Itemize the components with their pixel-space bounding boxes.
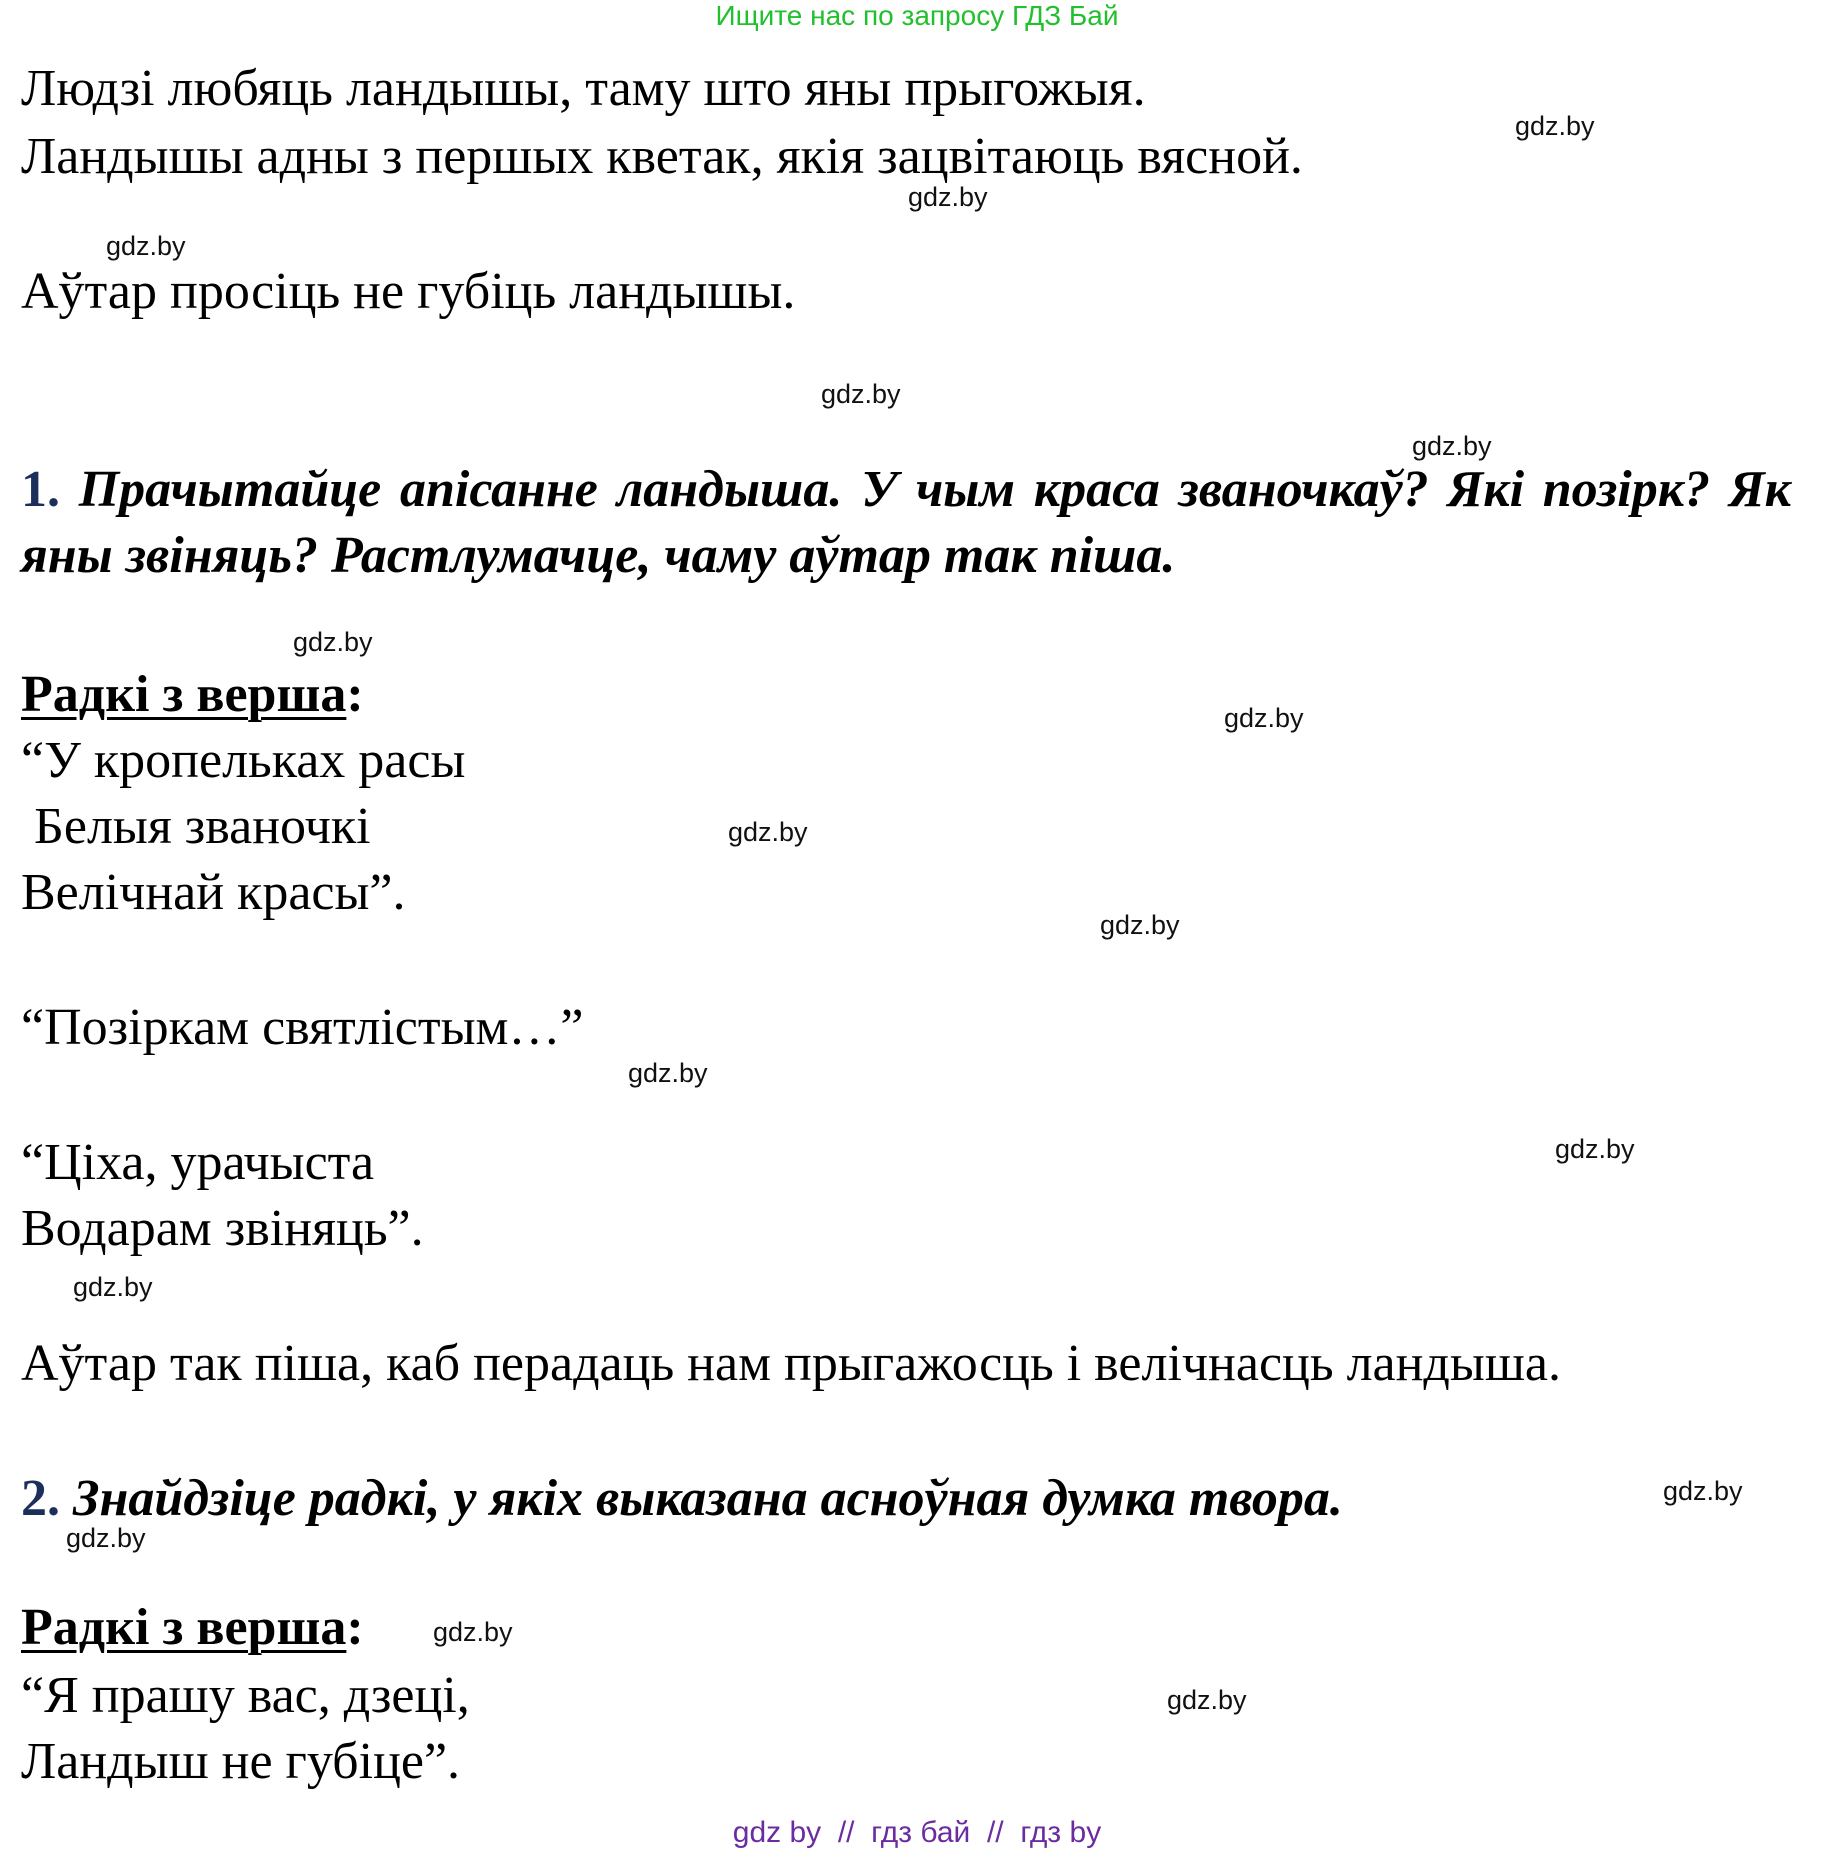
watermark: gdz.by bbox=[1515, 111, 1595, 141]
quote-1-line-2: Белыя званочкі bbox=[21, 798, 371, 855]
quote-1-line-3: Велічнай красы”. bbox=[21, 864, 406, 921]
quote-1-line-1: “У кропельках расы bbox=[21, 732, 466, 789]
watermark: gdz.by bbox=[1167, 1685, 1247, 1715]
quote-3-line-2: Водарам звіняць”. bbox=[21, 1200, 424, 1257]
task-2-text: Знайдзіце радкі, у якіх выказана асноўная думка твора. bbox=[73, 1470, 1343, 1527]
watermark: gdz.by bbox=[66, 1523, 146, 1553]
top-banner: Ищите нас по запросу ГДЗ Бай bbox=[715, 0, 1119, 31]
section-1-heading-colon: : bbox=[346, 666, 364, 723]
watermark: gdz.by bbox=[728, 817, 808, 847]
intro-line-2: Ландышы адны з першых кветак, якія зацвітаюць вясной. bbox=[21, 128, 1303, 185]
footer-links: gdz by // гдз бай // гдз by bbox=[732, 1816, 1102, 1849]
intro-line-3: Аўтар просіць не губіць ландышы. bbox=[21, 263, 796, 320]
watermark: gdz.by bbox=[908, 182, 988, 212]
section-2-heading bbox=[21, 1598, 364, 1657]
watermark: gdz.by bbox=[73, 1272, 153, 1302]
intro-line-1: Людзі любяць ландышы, таму што яны прыгожыя. bbox=[21, 60, 1146, 117]
section-1-heading-text: Радкі з верша bbox=[21, 666, 347, 723]
task-2 bbox=[21, 1466, 1791, 1532]
watermark: gdz.by bbox=[106, 231, 186, 261]
watermark: gdz.by bbox=[1663, 1476, 1743, 1506]
task-1-number: 1. bbox=[21, 461, 60, 518]
watermark: gdz.by bbox=[1412, 431, 1492, 461]
task-1 bbox=[21, 457, 1791, 589]
watermark: gdz.by bbox=[1224, 703, 1304, 733]
watermark: gdz.by bbox=[1100, 910, 1180, 940]
section-2-heading-text: Радкі з верша bbox=[21, 1599, 347, 1656]
section-2-heading-colon: : bbox=[346, 1599, 364, 1656]
section-1-heading bbox=[21, 665, 364, 724]
watermark: gdz.by bbox=[293, 627, 373, 657]
quote-3-line-1: “Ціха, урачыста bbox=[21, 1134, 375, 1191]
quote-2: “Позіркам святлістым…” bbox=[21, 999, 584, 1056]
watermark: gdz.by bbox=[1555, 1134, 1635, 1164]
task-1-text: Прачытайце апісанне ландыша. У чым краса званочкаў? Які позірк? Як яны звіняць? Растлумачце, чаму аўтар так піша. bbox=[21, 461, 1792, 584]
quote-4-line-1: “Я прашу вас, дзеці, bbox=[21, 1667, 470, 1724]
watermark: gdz.by bbox=[821, 379, 901, 409]
task-2-number: 2. bbox=[21, 1470, 60, 1527]
quote-4-line-2: Ландыш не губіце”. bbox=[21, 1733, 461, 1790]
conclusion: Аўтар так піша, каб перадаць нам прыгажосць і велічнасць ландыша. bbox=[21, 1335, 1561, 1392]
watermark: gdz.by bbox=[628, 1058, 708, 1088]
watermark: gdz.by bbox=[433, 1617, 513, 1647]
